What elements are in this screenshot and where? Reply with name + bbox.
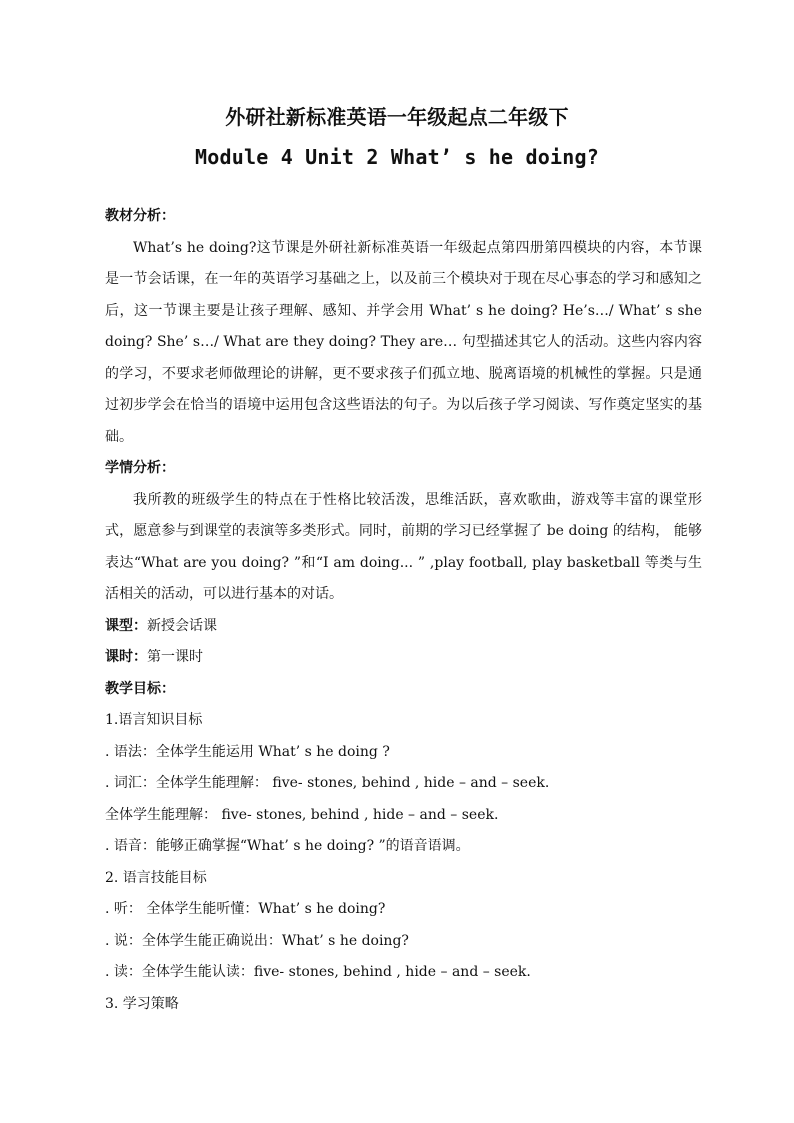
period-line [105,642,702,674]
lesson-type-value: 新授会话课 [147,617,217,634]
document-body [105,201,702,1020]
goal-line-8: . 说：全体学生能正确说出：What’ s he doing? [105,932,409,949]
document-title-chinese: 外研社新标准英语一年级起点二年级下 [225,105,569,129]
lesson-type-line [105,611,702,643]
goal-line-6: 2. 语言技能目标 [105,869,207,886]
goal-line-3: . 词汇：全体学生能理解： five- stones, behind , hide – and – seek. [105,775,550,791]
goal-line-4: 全体学生能理解： five- stones, behind , hide – and – seek. [105,806,499,823]
period-value: 第一课时 [147,649,203,665]
lesson-type-label: 课型： [105,617,147,634]
learner-paragraph: 我所教的班级学生的特点在于性格比较活泼，思维活跃，喜欢歌曲，游戏等丰富的课堂形式，愿意参与到课堂的表演等多类形式。同时，前期的学习已经掌握了 be doing 的结构， 能够表达“What are you doing? ”和“I am doing... ” ,play football, play basketball 等类与生活相关的活动，可以进行基本的对话。 [105,491,702,602]
goals-heading: 教学目标： [105,680,175,697]
learner-heading: 学情分析： [105,460,175,476]
goal-line-5: . 语音：能够正确掌握“What’ s he doing? ”的语音语调。 [105,838,470,854]
period-label: 课时： [105,649,147,665]
analysis-paragraph: What’s he doing?这节课是外研社新标准英语一年级起点第四册第四模块的内容，本节课是一节会话课，在一年的英语学习基础之上，以及前三个模块对于现在尽心事态的学习和感知之后，这一节课主要是让孩子理解、感知、并学会用 What’ s he doing? He’s…/ What’ s she doing? She’ s…/ What are they doing? They are… 句型描述其它人的活动。这些内容内容的学习，不要求老师做理论的讲解，更不要求孩子们孤立地、脱离语境的机械性的掌握。只是通过初步学会在恰当的语境中运用包含这些语法的句子。为以后孩子学习阅读、写作奠定坚实的基础。 [105,239,702,445]
analysis-heading: 教材分析： [105,208,175,224]
goal-line-7: . 听： 全体学生能听懂：What’ s he doing? [105,901,386,917]
goal-line-1: 1.语言知识目标 [105,712,203,728]
goal-line-9: . 读：全体学生能认读：five- stones, behind , hide – and – seek. [105,964,531,980]
goal-line-2: . 语法：全体学生能运用 What’ s he doing ? [105,743,390,760]
goal-line-10: 3. 学习策略 [105,995,179,1012]
document-title-english: Module 4 Unit 2 What’ s he doing? [195,145,599,169]
